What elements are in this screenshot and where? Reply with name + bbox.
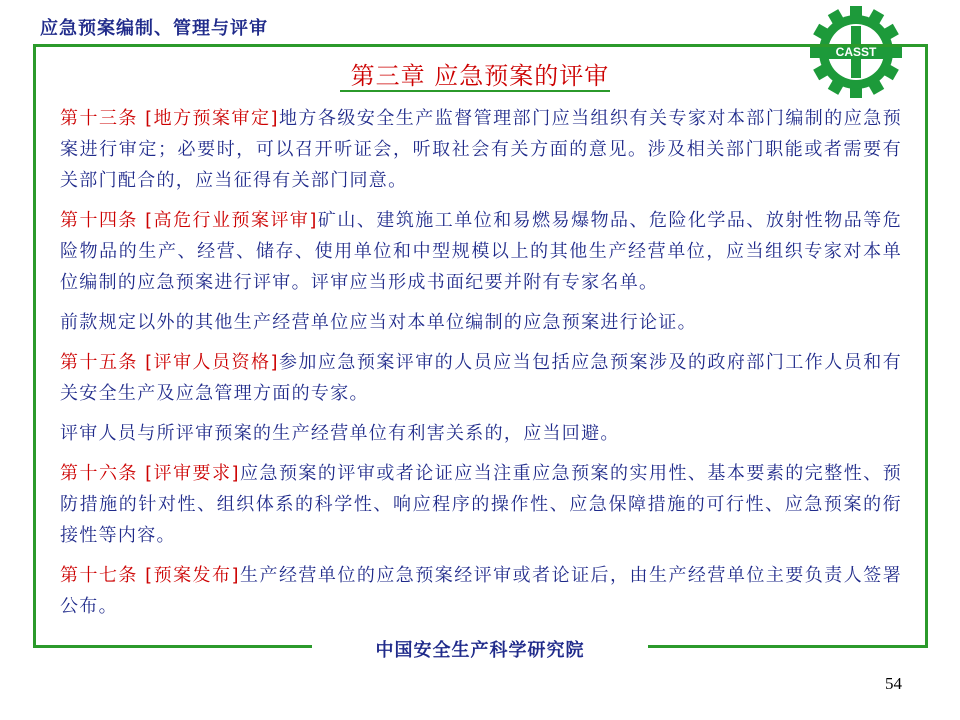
article-paragraph [60, 307, 902, 338]
logo-text: CASST [835, 45, 877, 59]
article-heading: 第十四条 [高危行业预案评审] [60, 210, 318, 231]
article-paragraph [60, 458, 902, 551]
article-text: 参加应急预案评审的人员应当包括应急预案涉及的政府部门工作人员和有关安全生产及应急管理方面的专家。 [60, 352, 902, 404]
article-paragraph [60, 560, 902, 622]
header-title: 应急预案编制、管理与评审 [40, 18, 268, 39]
article-paragraph [60, 418, 902, 449]
article-text: 评审人员与所评审预案的生产经营单位有利害关系的，应当回避。 [60, 423, 620, 444]
footer-organization: 中国安全生产科学研究院 [375, 640, 585, 661]
title-underline [340, 90, 610, 92]
article-text: 矿山、建筑施工单位和易燃易爆物品、危险化学品、放射性物品等危险物品的生产、经营、储存、使用单位和中型规模以上的其他生产经营单位，应当组织专家对本单位编制的应急预案进行评审。评审应当形成书面纪要并附有专家名单。 [60, 210, 903, 293]
article-heading: 第十三条 [地方预案审定] [60, 108, 279, 129]
article-text: 生产经营单位的应急预案经评审或者论证后，由生产经营单位主要负责人签署公布。 [60, 565, 902, 617]
page-number: 54 [885, 674, 902, 693]
article-paragraph [60, 103, 902, 196]
article-paragraph [60, 205, 902, 298]
article-text: 前款规定以外的其他生产经营单位应当对本单位编制的应急预案进行论证。 [60, 312, 697, 333]
article-paragraph [60, 347, 902, 409]
article-list [60, 103, 902, 631]
article-text: 应急预案的评审或者论证应当注重应急预案的实用性、基本要素的完整性、预防措施的针对性、组织体系的科学性、响应程序的操作性、应急保障措施的可行性、应急预案的衔接性等内容。 [60, 463, 902, 546]
article-heading: 第十五条 [评审人员资格] [60, 352, 279, 373]
article-text: 地方各级安全生产监督管理部门应当组织有关专家对本部门编制的应急预案进行审定；必要时，可以召开听证会，听取社会有关方面的意见。涉及相关部门职能或者需要有关部门配合的，应当征得有关部门同意。 [60, 108, 902, 191]
chapter-title: 第三章 应急预案的评审 [350, 62, 610, 90]
article-heading: 第十六条 [评审要求] [60, 463, 240, 484]
article-heading: 第十七条 [预案发布] [60, 565, 240, 586]
